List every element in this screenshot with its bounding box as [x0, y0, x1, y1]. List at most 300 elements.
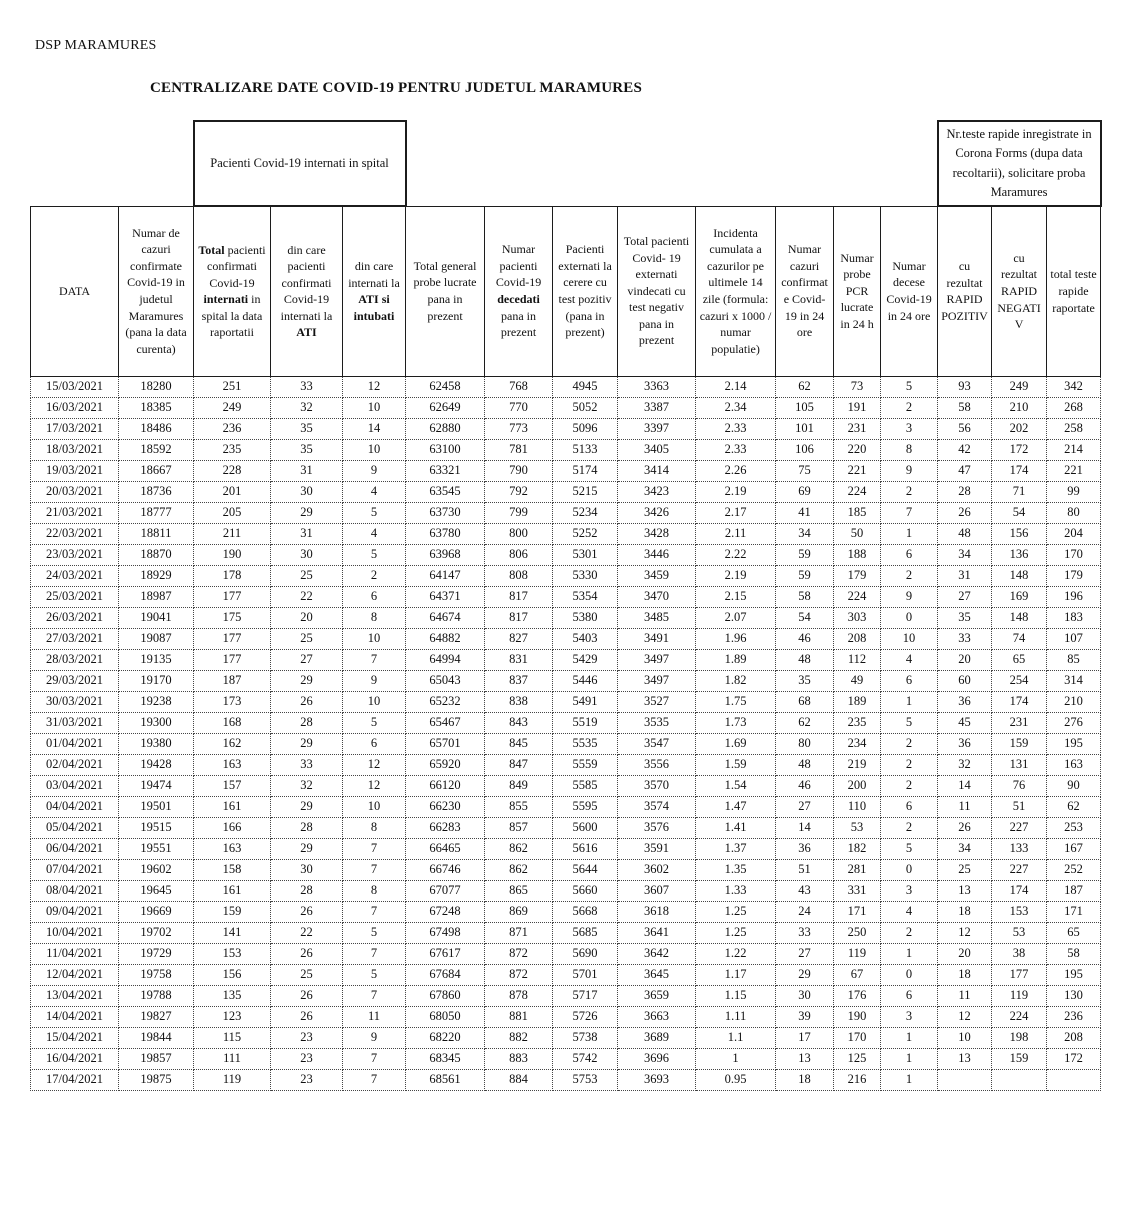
value-cell: 65 — [992, 649, 1047, 670]
value-cell: 171 — [834, 901, 881, 922]
table-row — [31, 733, 1101, 754]
org-label: DSP MARAMURES — [35, 38, 157, 53]
table-row — [31, 691, 1101, 712]
value-cell: 5215 — [553, 481, 618, 502]
value-cell: 19041 — [119, 607, 194, 628]
page-title: CENTRALIZARE DATE COVID-19 PENTRU JUDETUL MARAMURES — [149, 80, 643, 96]
value-cell: 781 — [485, 439, 553, 460]
value-cell: 5403 — [553, 628, 618, 649]
value-cell: 5380 — [553, 607, 618, 628]
value-cell: 153 — [992, 901, 1047, 922]
value-cell: 773 — [485, 418, 553, 439]
value-cell: 2 — [881, 733, 938, 754]
value-cell: 178 — [194, 565, 271, 586]
value-cell: 235 — [834, 712, 881, 733]
value-cell: 3470 — [618, 586, 696, 607]
value-cell: 1.69 — [696, 733, 776, 754]
value-cell: 68 — [776, 691, 834, 712]
value-cell: 3602 — [618, 859, 696, 880]
table-row — [31, 544, 1101, 565]
value-cell: 123 — [194, 1006, 271, 1027]
value-cell: 196 — [1047, 586, 1101, 607]
value-cell: 768 — [485, 376, 553, 397]
value-cell: 191 — [834, 397, 881, 418]
value-cell: 80 — [1047, 502, 1101, 523]
value-cell: 4 — [881, 901, 938, 922]
table-row — [31, 1027, 1101, 1048]
value-cell: 17 — [776, 1027, 834, 1048]
table-row — [31, 418, 1101, 439]
value-cell: 5660 — [553, 880, 618, 901]
value-cell: 878 — [485, 985, 553, 1006]
header-cell-6: Total general probe lucrate pana in prezent — [406, 206, 485, 376]
value-cell: 6 — [343, 733, 406, 754]
value-cell: 792 — [485, 481, 553, 502]
value-cell: 63100 — [406, 439, 485, 460]
value-cell: 2.14 — [696, 376, 776, 397]
value-cell: 19875 — [119, 1069, 194, 1090]
value-cell: 250 — [834, 922, 881, 943]
value-cell: 201 — [194, 481, 271, 502]
value-cell: 4945 — [553, 376, 618, 397]
value-cell: 59 — [776, 565, 834, 586]
value-cell: 303 — [834, 607, 881, 628]
value-cell: 30 — [271, 481, 343, 502]
value-cell: 67684 — [406, 964, 485, 985]
value-cell: 5 — [881, 376, 938, 397]
value-cell: 2.11 — [696, 523, 776, 544]
value-cell: 29 — [271, 670, 343, 691]
value-cell: 855 — [485, 796, 553, 817]
value-cell: 54 — [992, 502, 1047, 523]
value-cell: 8 — [881, 439, 938, 460]
value-cell: 188 — [834, 544, 881, 565]
value-cell: 2.33 — [696, 418, 776, 439]
value-cell: 3570 — [618, 775, 696, 796]
value-cell: 869 — [485, 901, 553, 922]
value-cell: 53 — [992, 922, 1047, 943]
value-cell: 5585 — [553, 775, 618, 796]
value-cell: 31 — [271, 460, 343, 481]
date-cell: 25/03/2021 — [31, 586, 119, 607]
value-cell: 3491 — [618, 628, 696, 649]
value-cell: 18987 — [119, 586, 194, 607]
value-cell: 5234 — [553, 502, 618, 523]
date-cell: 24/03/2021 — [31, 565, 119, 586]
value-cell: 27 — [776, 796, 834, 817]
value-cell: 827 — [485, 628, 553, 649]
value-cell: 171 — [1047, 901, 1101, 922]
value-cell: 68345 — [406, 1048, 485, 1069]
table-row — [31, 376, 1101, 397]
value-cell: 5668 — [553, 901, 618, 922]
value-cell: 99 — [1047, 481, 1101, 502]
value-cell: 5301 — [553, 544, 618, 565]
value-cell: 204 — [1047, 523, 1101, 544]
value-cell: 790 — [485, 460, 553, 481]
value-cell: 231 — [992, 712, 1047, 733]
value-cell: 68220 — [406, 1027, 485, 1048]
value-cell: 224 — [834, 586, 881, 607]
value-cell: 177 — [992, 964, 1047, 985]
value-cell: 68561 — [406, 1069, 485, 1090]
value-cell: 18 — [938, 901, 992, 922]
value-cell: 10 — [343, 439, 406, 460]
value-cell: 3363 — [618, 376, 696, 397]
value-cell: 3 — [881, 1006, 938, 1027]
value-cell: 64994 — [406, 649, 485, 670]
value-cell: 3535 — [618, 712, 696, 733]
table-row — [31, 586, 1101, 607]
table-header — [31, 121, 1101, 376]
value-cell: 208 — [1047, 1027, 1101, 1048]
value-cell: 29 — [271, 796, 343, 817]
value-cell: 6 — [343, 586, 406, 607]
date-cell: 05/04/2021 — [31, 817, 119, 838]
value-cell: 63321 — [406, 460, 485, 481]
date-cell: 02/04/2021 — [31, 754, 119, 775]
table-row — [31, 943, 1101, 964]
value-cell: 174 — [992, 880, 1047, 901]
value-cell: 75 — [776, 460, 834, 481]
value-cell: 48 — [776, 754, 834, 775]
value-cell: 3387 — [618, 397, 696, 418]
value-cell: 30 — [271, 859, 343, 880]
value-cell: 3696 — [618, 1048, 696, 1069]
value-cell: 159 — [194, 901, 271, 922]
date-cell: 13/04/2021 — [31, 985, 119, 1006]
value-cell: 12 — [343, 754, 406, 775]
value-cell: 66230 — [406, 796, 485, 817]
value-cell: 32 — [271, 775, 343, 796]
value-cell: 27 — [271, 649, 343, 670]
value-cell: 169 — [992, 586, 1047, 607]
value-cell: 19788 — [119, 985, 194, 1006]
value-cell: 1 — [881, 523, 938, 544]
value-cell: 19551 — [119, 838, 194, 859]
value-cell: 135 — [194, 985, 271, 1006]
value-cell: 174 — [992, 691, 1047, 712]
value-cell: 161 — [194, 796, 271, 817]
value-cell: 67617 — [406, 943, 485, 964]
value-cell: 3642 — [618, 943, 696, 964]
date-cell: 16/04/2021 — [31, 1048, 119, 1069]
value-cell: 831 — [485, 649, 553, 670]
value-cell: 39 — [776, 1006, 834, 1027]
table-row — [31, 460, 1101, 481]
value-cell: 177 — [194, 586, 271, 607]
value-cell: 219 — [834, 754, 881, 775]
value-cell: 3547 — [618, 733, 696, 754]
date-cell: 26/03/2021 — [31, 607, 119, 628]
value-cell: 190 — [834, 1006, 881, 1027]
table-row — [31, 775, 1101, 796]
value-cell: 5 — [881, 838, 938, 859]
date-cell: 06/04/2021 — [31, 838, 119, 859]
value-cell: 1 — [881, 943, 938, 964]
value-cell: 187 — [194, 670, 271, 691]
table-row — [31, 439, 1101, 460]
value-cell: 1.54 — [696, 775, 776, 796]
value-cell: 0 — [881, 859, 938, 880]
value-cell: 45 — [938, 712, 992, 733]
value-cell: 0 — [881, 607, 938, 628]
value-cell: 22 — [271, 922, 343, 943]
value-cell: 34 — [938, 838, 992, 859]
value-cell: 65232 — [406, 691, 485, 712]
value-cell: 5690 — [553, 943, 618, 964]
value-cell: 883 — [485, 1048, 553, 1069]
value-cell: 3645 — [618, 964, 696, 985]
value-cell: 838 — [485, 691, 553, 712]
value-cell: 65043 — [406, 670, 485, 691]
value-cell: 174 — [992, 460, 1047, 481]
value-cell: 2 — [881, 775, 938, 796]
value-cell: 1.82 — [696, 670, 776, 691]
value-cell: 221 — [1047, 460, 1101, 481]
value-cell: 1 — [881, 1048, 938, 1069]
value-cell: 236 — [1047, 1006, 1101, 1027]
header-cell-16: total teste rapide raportate — [1047, 206, 1101, 376]
spacer-cell — [406, 121, 938, 206]
value-cell: 50 — [834, 523, 881, 544]
value-cell: 2.22 — [696, 544, 776, 565]
value-cell: 8 — [343, 817, 406, 838]
value-cell: 253 — [1047, 817, 1101, 838]
value-cell: 12 — [343, 376, 406, 397]
value-cell: 211 — [194, 523, 271, 544]
value-cell: 26 — [271, 1006, 343, 1027]
column-header-row — [31, 206, 1101, 376]
value-cell: 19857 — [119, 1048, 194, 1069]
value-cell: 43 — [776, 880, 834, 901]
value-cell: 210 — [1047, 691, 1101, 712]
table-row — [31, 397, 1101, 418]
date-cell: 11/04/2021 — [31, 943, 119, 964]
table-row — [31, 1069, 1101, 1090]
value-cell: 34 — [938, 544, 992, 565]
value-cell: 2 — [881, 397, 938, 418]
value-cell: 18811 — [119, 523, 194, 544]
value-cell: 5738 — [553, 1027, 618, 1048]
value-cell: 93 — [938, 376, 992, 397]
value-cell: 6 — [881, 796, 938, 817]
value-cell: 19729 — [119, 943, 194, 964]
date-cell: 01/04/2021 — [31, 733, 119, 754]
value-cell: 234 — [834, 733, 881, 754]
table-row — [31, 628, 1101, 649]
value-cell: 200 — [834, 775, 881, 796]
date-cell: 30/03/2021 — [31, 691, 119, 712]
value-cell: 33 — [938, 628, 992, 649]
value-cell: 210 — [992, 397, 1047, 418]
value-cell: 5595 — [553, 796, 618, 817]
value-cell: 9 — [343, 460, 406, 481]
value-cell: 28 — [271, 880, 343, 901]
value-cell: 1.11 — [696, 1006, 776, 1027]
date-cell: 28/03/2021 — [31, 649, 119, 670]
header-cell-11: Numar cazuri confirmate Covid-19 in 24 ore — [776, 206, 834, 376]
value-cell: 13 — [776, 1048, 834, 1069]
value-cell: 18777 — [119, 502, 194, 523]
value-cell: 65467 — [406, 712, 485, 733]
value-cell: 276 — [1047, 712, 1101, 733]
value-cell: 41 — [776, 502, 834, 523]
value-cell: 105 — [776, 397, 834, 418]
header-cell-7: Numar pacienti Covid-19 decedati pana in prezent — [485, 206, 553, 376]
value-cell: 26 — [271, 943, 343, 964]
value-cell: 2.33 — [696, 439, 776, 460]
value-cell: 71 — [992, 481, 1047, 502]
value-cell: 5174 — [553, 460, 618, 481]
value-cell: 5701 — [553, 964, 618, 985]
value-cell: 3428 — [618, 523, 696, 544]
value-cell: 1.37 — [696, 838, 776, 859]
value-cell: 770 — [485, 397, 553, 418]
value-cell: 170 — [834, 1027, 881, 1048]
value-cell: 74 — [992, 628, 1047, 649]
value-cell: 9 — [343, 1027, 406, 1048]
value-cell: 5519 — [553, 712, 618, 733]
value-cell: 35 — [271, 439, 343, 460]
value-cell: 6 — [881, 544, 938, 565]
value-cell: 67248 — [406, 901, 485, 922]
value-cell: 51 — [992, 796, 1047, 817]
header-cell-5: din care internati la ATI si intubati — [343, 206, 406, 376]
header-cell-2: Numar de cazuri confirmate Covid-19 in judetul Maramures (pana la data curenta) — [119, 206, 194, 376]
value-cell: 1 — [881, 1069, 938, 1090]
value-cell: 141 — [194, 922, 271, 943]
value-cell: 65 — [1047, 922, 1101, 943]
value-cell: 5 — [343, 964, 406, 985]
value-cell: 14 — [776, 817, 834, 838]
value-cell: 26 — [271, 691, 343, 712]
value-cell: 33 — [271, 754, 343, 775]
value-cell: 10 — [881, 628, 938, 649]
value-cell: 69 — [776, 481, 834, 502]
value-cell: 3618 — [618, 901, 696, 922]
value-cell: 65920 — [406, 754, 485, 775]
value-cell: 161 — [194, 880, 271, 901]
value-cell: 163 — [194, 754, 271, 775]
value-cell: 163 — [1047, 754, 1101, 775]
value-cell: 67 — [834, 964, 881, 985]
value-cell: 19300 — [119, 712, 194, 733]
value-cell: 136 — [992, 544, 1047, 565]
table-row — [31, 607, 1101, 628]
value-cell: 5742 — [553, 1048, 618, 1069]
value-cell: 817 — [485, 607, 553, 628]
value-cell: 23 — [271, 1069, 343, 1090]
value-cell: 173 — [194, 691, 271, 712]
value-cell: 20 — [938, 649, 992, 670]
value-cell: 3423 — [618, 481, 696, 502]
value-cell: 19844 — [119, 1027, 194, 1048]
value-cell: 19087 — [119, 628, 194, 649]
value-cell: 2.34 — [696, 397, 776, 418]
value-cell: 4 — [343, 523, 406, 544]
value-cell: 5535 — [553, 733, 618, 754]
value-cell: 51 — [776, 859, 834, 880]
value-cell: 1.15 — [696, 985, 776, 1006]
value-cell: 5753 — [553, 1069, 618, 1090]
value-cell: 26 — [271, 901, 343, 922]
value-cell: 49 — [834, 670, 881, 691]
value-cell: 882 — [485, 1027, 553, 1048]
value-cell: 19428 — [119, 754, 194, 775]
value-cell: 5 — [343, 922, 406, 943]
value-cell: 19827 — [119, 1006, 194, 1027]
value-cell: 19669 — [119, 901, 194, 922]
value-cell: 10 — [343, 628, 406, 649]
value-cell: 231 — [834, 418, 881, 439]
table-row — [31, 901, 1101, 922]
value-cell: 59 — [776, 544, 834, 565]
value-cell: 5429 — [553, 649, 618, 670]
value-cell: 9 — [881, 460, 938, 481]
value-cell: 106 — [776, 439, 834, 460]
value-cell: 62880 — [406, 418, 485, 439]
value-cell: 19135 — [119, 649, 194, 670]
value-cell: 2.07 — [696, 607, 776, 628]
value-cell: 172 — [992, 439, 1047, 460]
date-cell: 19/03/2021 — [31, 460, 119, 481]
value-cell: 23 — [271, 1027, 343, 1048]
value-cell — [1047, 1069, 1101, 1090]
table-row — [31, 1048, 1101, 1069]
value-cell: 18870 — [119, 544, 194, 565]
header-cell-13: Numar decese Covid-19 in 24 ore — [881, 206, 938, 376]
value-cell: 64882 — [406, 628, 485, 649]
value-cell: 281 — [834, 859, 881, 880]
value-cell: 112 — [834, 649, 881, 670]
value-cell: 107 — [1047, 628, 1101, 649]
value-cell: 3641 — [618, 922, 696, 943]
value-cell: 187 — [1047, 880, 1101, 901]
value-cell: 66465 — [406, 838, 485, 859]
table-row — [31, 712, 1101, 733]
value-cell: 18929 — [119, 565, 194, 586]
value-cell: 62458 — [406, 376, 485, 397]
value-cell: 862 — [485, 859, 553, 880]
value-cell: 189 — [834, 691, 881, 712]
value-cell: 19645 — [119, 880, 194, 901]
value-cell: 18486 — [119, 418, 194, 439]
value-cell: 884 — [485, 1069, 553, 1090]
date-cell: 20/03/2021 — [31, 481, 119, 502]
value-cell: 3556 — [618, 754, 696, 775]
value-cell: 3689 — [618, 1027, 696, 1048]
value-cell: 4 — [343, 481, 406, 502]
value-cell: 47 — [938, 460, 992, 481]
value-cell: 148 — [992, 607, 1047, 628]
date-cell: 18/03/2021 — [31, 439, 119, 460]
value-cell: 54 — [776, 607, 834, 628]
table-body — [31, 376, 1101, 1090]
value-cell: 254 — [992, 670, 1047, 691]
value-cell: 29 — [776, 964, 834, 985]
value-cell: 2.15 — [696, 586, 776, 607]
value-cell: 227 — [992, 859, 1047, 880]
value-cell: 46 — [776, 775, 834, 796]
value-cell: 156 — [194, 964, 271, 985]
table-row — [31, 922, 1101, 943]
value-cell: 3591 — [618, 838, 696, 859]
value-cell: 871 — [485, 922, 553, 943]
value-cell: 66746 — [406, 859, 485, 880]
value-cell: 25 — [271, 565, 343, 586]
value-cell: 18385 — [119, 397, 194, 418]
